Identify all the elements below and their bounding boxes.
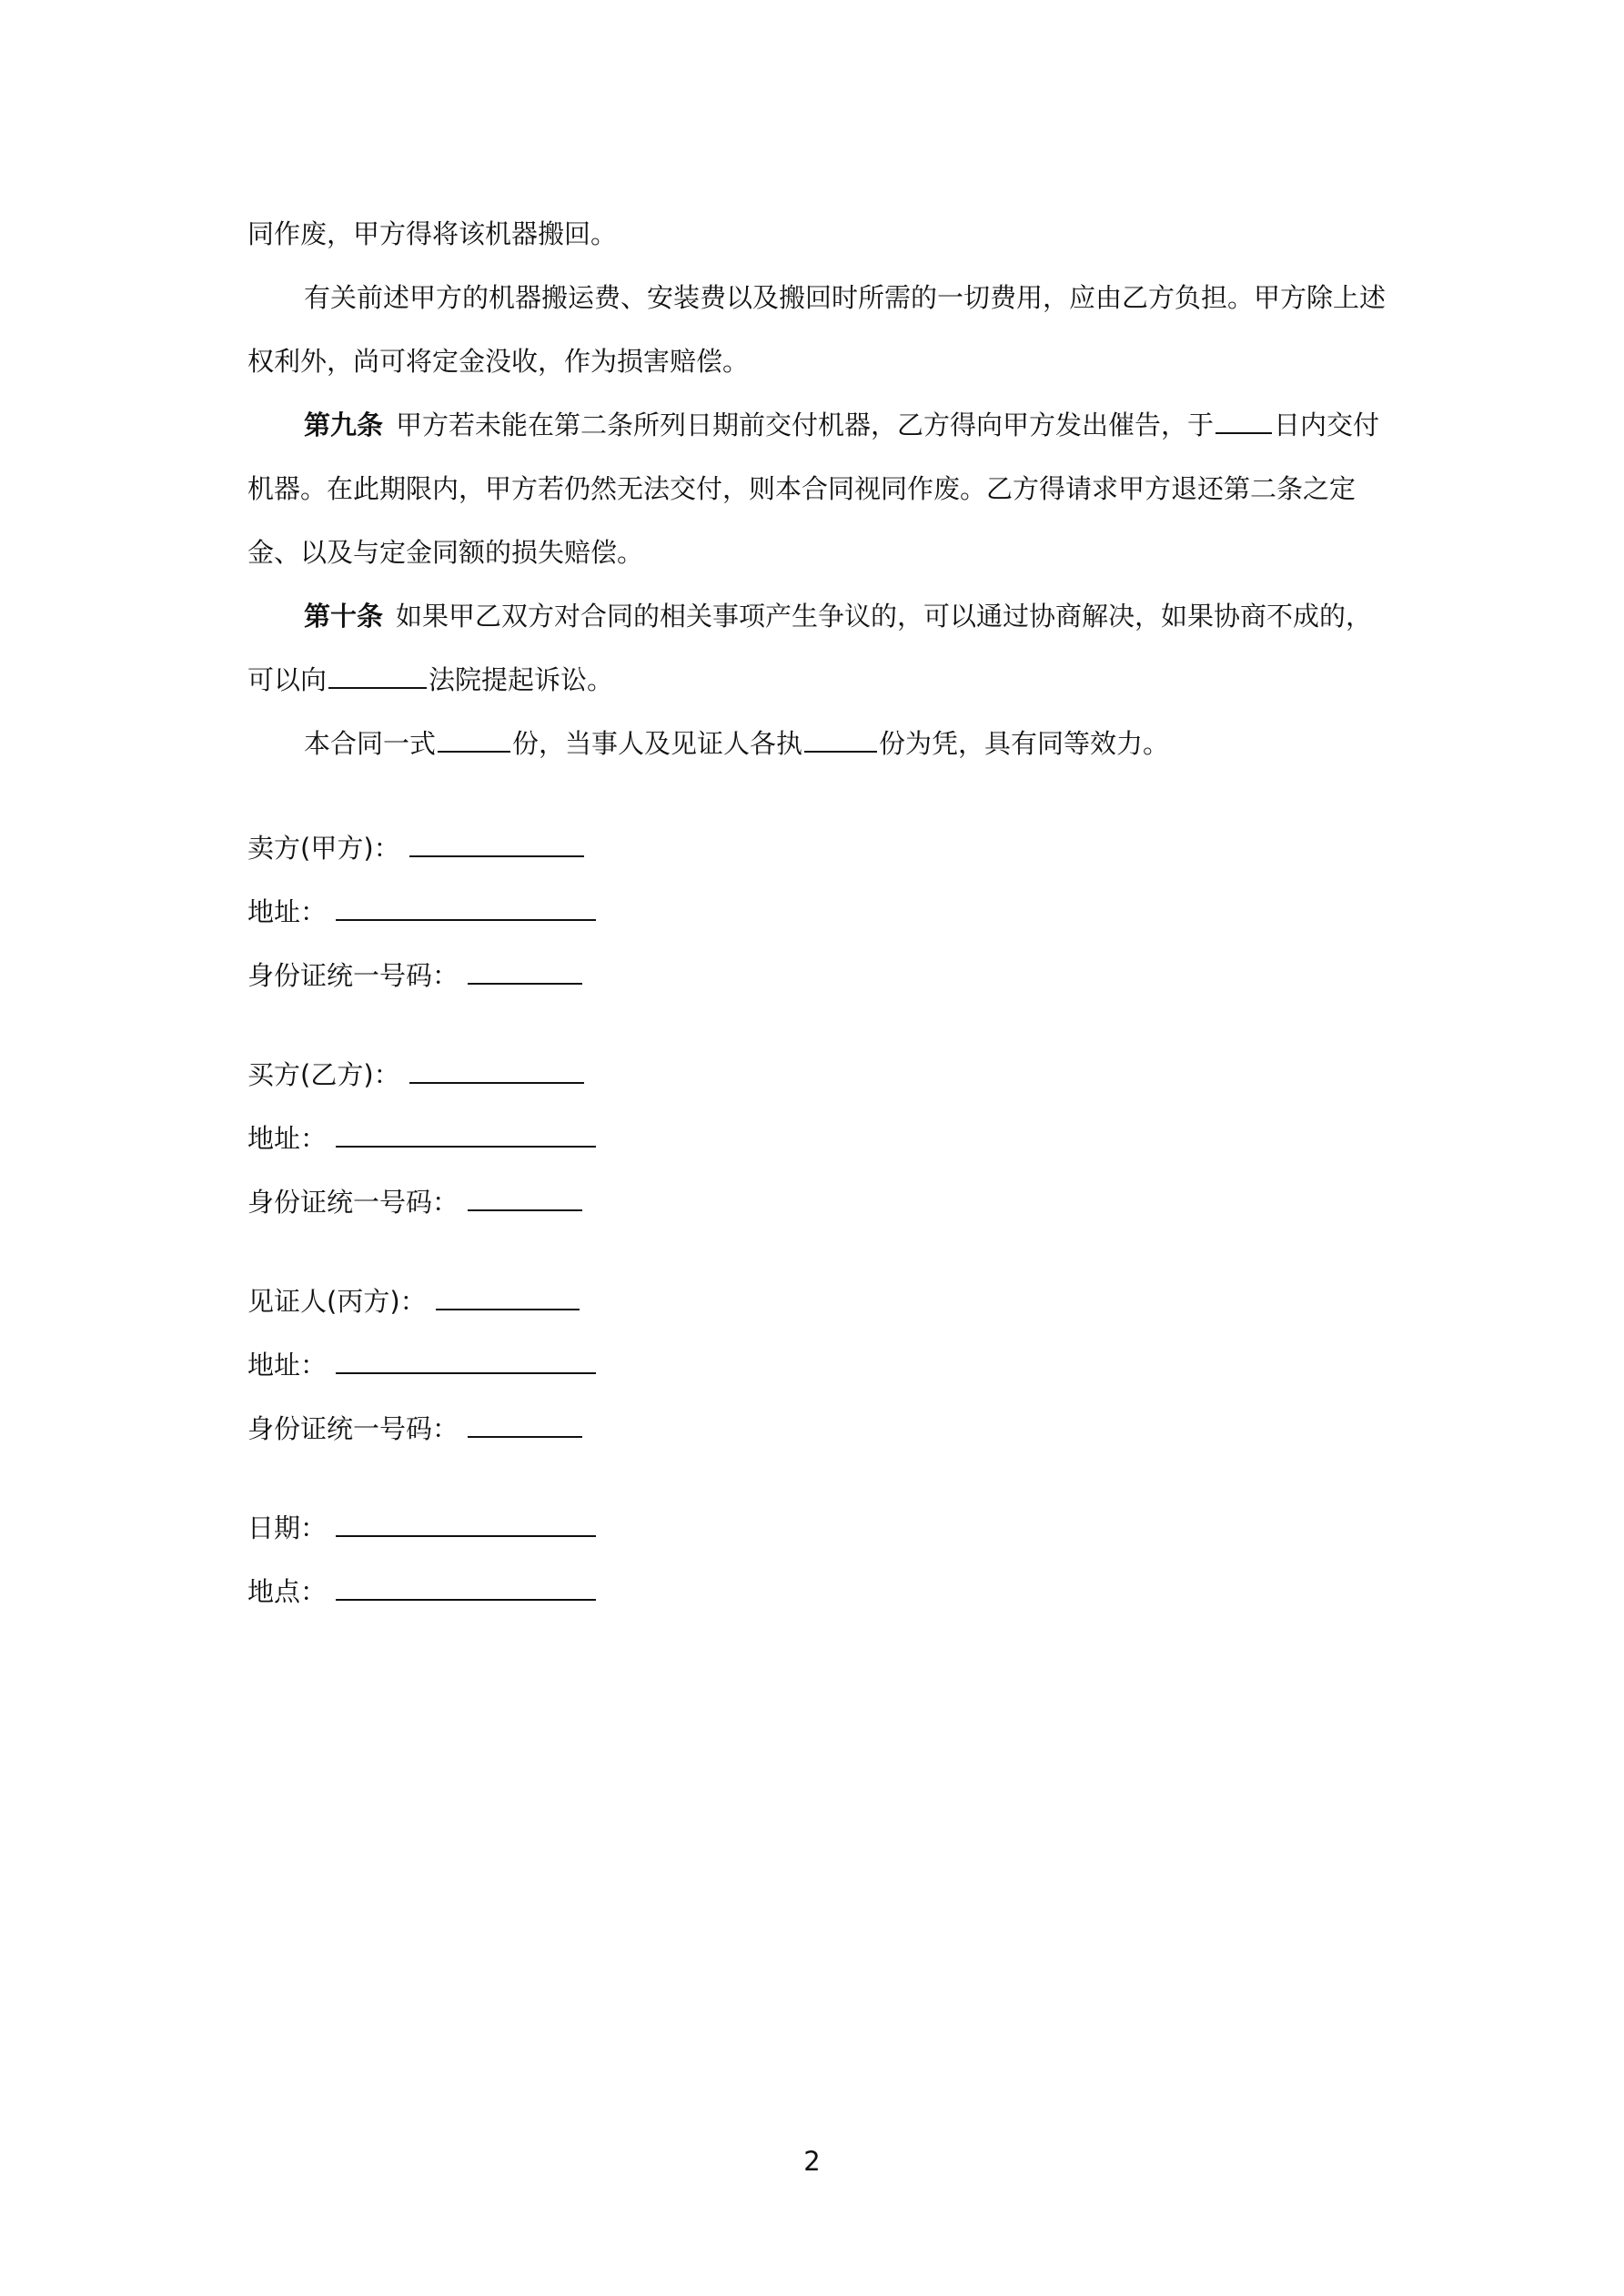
buyer-name-row	[247, 1043, 596, 1107]
article-9-label: 第九条	[304, 410, 384, 440]
buyer-id-field[interactable]	[468, 1186, 582, 1211]
witness-id-row	[247, 1397, 596, 1461]
witness-name-label: 见证人(丙方)：	[247, 1286, 427, 1317]
date-field[interactable]	[336, 1512, 596, 1537]
page-number: 2	[803, 2146, 821, 2177]
witness-address-field[interactable]	[336, 1349, 596, 1374]
place-label: 地点：	[247, 1576, 328, 1607]
seller-id-row	[247, 944, 596, 1007]
seller-name-field[interactable]	[409, 832, 584, 857]
contract-body	[247, 202, 1389, 775]
witness-id-field[interactable]	[468, 1412, 582, 1438]
article-10-label: 第十条	[304, 601, 384, 632]
article-9-text-before: 甲方若未能在第二条所列日期前交付机器，乙方得向甲方发出催告，于	[396, 410, 1215, 440]
witness-name-row	[247, 1269, 596, 1333]
date-place-block	[247, 1496, 596, 1623]
witness-name-field[interactable]	[436, 1285, 580, 1310]
seller-address-row	[247, 880, 596, 944]
date-label: 日期：	[247, 1512, 328, 1543]
witness-id-label: 身份证统一号码：	[247, 1413, 459, 1444]
copies-clause	[247, 712, 1389, 775]
seller-id-label: 身份证统一号码：	[247, 960, 459, 991]
article-9	[247, 393, 1389, 584]
copies-total-blank[interactable]	[438, 727, 510, 753]
buyer-name-field[interactable]	[409, 1058, 584, 1084]
article-10-text-before: 如果甲乙双方对合同的相关事项产生争议的，可以通过协商解决，如果协商不成的，可以向	[247, 601, 1373, 695]
seller-address-label: 地址：	[247, 896, 328, 927]
seller-block	[247, 816, 596, 1007]
place-row	[247, 1560, 596, 1623]
buyer-address-field[interactable]	[336, 1122, 596, 1148]
buyer-id-label: 身份证统一号码：	[247, 1187, 459, 1218]
witness-block	[247, 1269, 596, 1461]
buyer-address-label: 地址：	[247, 1123, 328, 1154]
witness-address-label: 地址：	[247, 1350, 328, 1381]
date-row	[247, 1496, 596, 1560]
copies-text-3: 份为凭，具有同等效力。	[879, 728, 1170, 759]
buyer-address-row	[247, 1107, 596, 1170]
article-10	[247, 584, 1389, 712]
copies-each-blank[interactable]	[804, 727, 877, 753]
seller-name-label: 卖方(甲方)：	[247, 833, 400, 864]
witness-address-row	[247, 1333, 596, 1397]
buyer-block	[247, 1043, 596, 1234]
seller-address-field[interactable]	[336, 895, 596, 921]
court-blank[interactable]	[328, 663, 427, 689]
buyer-id-row	[247, 1170, 596, 1234]
seller-name-row	[247, 816, 596, 880]
buyer-name-label: 买方(乙方)：	[247, 1059, 400, 1090]
copies-text-2: 份，当事人及见证人各执	[512, 728, 803, 759]
days-blank[interactable]	[1215, 409, 1272, 434]
seller-id-field[interactable]	[468, 959, 582, 985]
copies-text-1: 本合同一式	[304, 728, 437, 759]
paragraph-continuation: 同作废，甲方得将该机器搬回。	[247, 218, 618, 249]
paragraph-fees: 有关前述甲方的机器搬运费、安装费以及搬回时所需的一切费用，应由乙方负担。甲方除上述权利外，尚可将定金没收，作为损害赔偿。	[247, 282, 1387, 377]
article-10-text-after: 法院提起诉讼。	[429, 664, 614, 695]
article-9-text-after: 日内交付机器。在此期限内，甲方若仍然无法交付，则本合同视同作废。乙方得请求甲方退还第二条之定金、以及与定金同额的损失赔偿。	[247, 410, 1380, 568]
place-field[interactable]	[336, 1575, 596, 1601]
